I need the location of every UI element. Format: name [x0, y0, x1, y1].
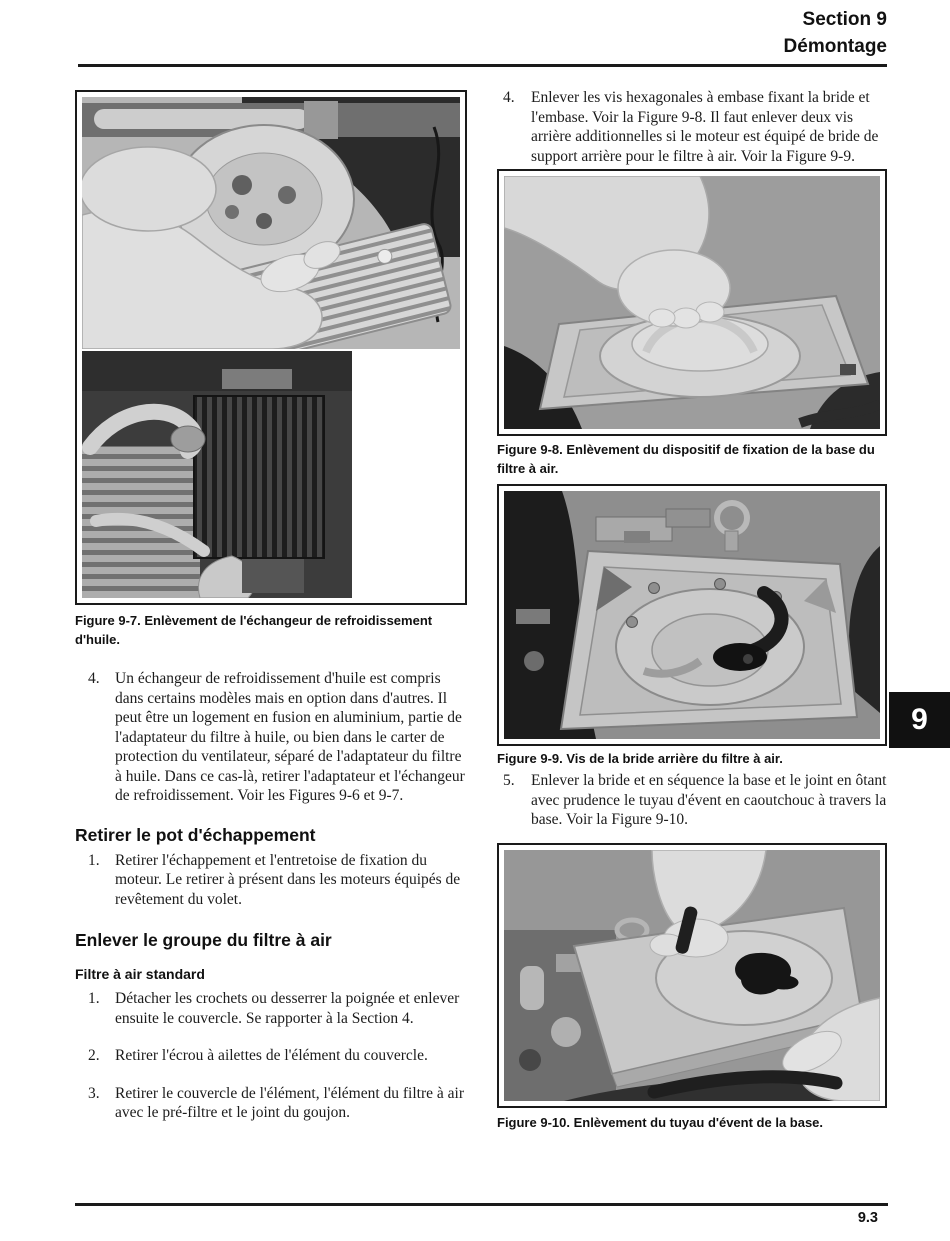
figure-9-8-photo — [504, 176, 880, 429]
item-text: Retirer l'écrou à ailettes de l'élément du couvercle. — [115, 1047, 428, 1064]
section-tab: 9 — [889, 692, 950, 748]
section-subtitle: Démontage — [783, 36, 887, 57]
figure-9-8-caption: Figure 9-8. Enlèvement du dispositif de fixation de la base du filtre à air. — [497, 442, 875, 476]
list-item — [497, 88, 887, 166]
section-title: Section 9 — [802, 9, 887, 30]
item-text: Enlever la bride et en séquence la base et le joint en ôtant avec prudence le tuyau d'évent en caoutchouc à travers la base. Voir la Figure 9-10. — [531, 772, 887, 828]
item-number: 4. — [503, 89, 515, 106]
heading-muffler: Retirer le pot d'échappement — [75, 824, 316, 845]
figure-9-9-box — [497, 484, 887, 746]
list-item — [75, 669, 467, 806]
list-item — [75, 989, 467, 1028]
figure-9-8-box — [497, 169, 887, 436]
subheading-standard-filter: Filtre à air standard — [75, 966, 205, 982]
item-number: 2. — [88, 1047, 100, 1064]
figure-9-10-caption: Figure 9-10. Enlèvement du tuyau d'évent de la base. — [497, 1114, 824, 1130]
list-item — [75, 1046, 467, 1066]
figure-9-9-caption: Figure 9-9. Vis de la bride arrière du filtre à air. — [497, 751, 783, 766]
figure-9-7-caption: Figure 9-7. Enlèvement de l'échangeur de refroidissement d'huile. — [75, 613, 433, 647]
figure-9-7-box — [75, 90, 467, 605]
page-header — [784, 6, 887, 60]
item-number: 1. — [88, 851, 100, 869]
item-text: Détacher les crochets ou desserrer la poignée et enlever ensuite le couvercle. Se rapporter à la Section 4. — [115, 990, 460, 1027]
item-number: 3. — [88, 1084, 100, 1102]
header-divider — [78, 64, 887, 67]
item-number: 1. — [88, 990, 100, 1007]
page-number: 9.3 — [857, 1210, 878, 1226]
list-item — [497, 771, 887, 830]
figure-9-10-photo — [504, 850, 880, 1101]
figure-9-10-box — [497, 843, 887, 1108]
left-column — [75, 90, 467, 1123]
footer-divider — [75, 1203, 888, 1206]
list-item — [75, 1084, 467, 1123]
item-text: Retirer le couvercle de l'élément, l'élément du filtre à air avec le pré-filtre et le joint du goujon. — [115, 1084, 464, 1121]
right-column — [497, 88, 887, 1132]
item-number: 4. — [88, 670, 100, 687]
item-text: Retirer l'échappement et l'entretoise de fixation du moteur. Le retirer à présent dans les moteurs équipés de revêtement du volet. — [115, 851, 461, 908]
figure-9-9-photo — [504, 491, 880, 739]
figure-9-7-photo-top — [82, 97, 460, 349]
item-number: 5. — [503, 772, 515, 789]
heading-air-cleaner: Enlever le groupe du filtre à air — [75, 930, 332, 950]
item-text: Un échangeur de refroidissement d'huile est compris dans certains modèles mais en option dans d'autres. Il peut être un logement en fusion en aluminium, partie de l'adaptateur du filtre à huile, ou bien dans le carter de protection du ventilateur, séparé de l'adaptateur du filtre à huile. Dans ce cas-là, retirer l'adaptateur et l'échangeur de refroidissement. Voir les Figures 9-6 et 9-7. — [115, 670, 465, 804]
item-text: Enlever les vis hexagonales à embase fixant la bride et l'embase. Voir la Figure 9-8. Il faut enlever deux vis arrière additionnelles si le moteur est équipé de bride de support arrière pour le filtre à air. Voir la Figure 9-9. — [531, 89, 879, 165]
figure-9-7-photo-bottom — [82, 351, 352, 598]
list-item — [75, 851, 467, 910]
